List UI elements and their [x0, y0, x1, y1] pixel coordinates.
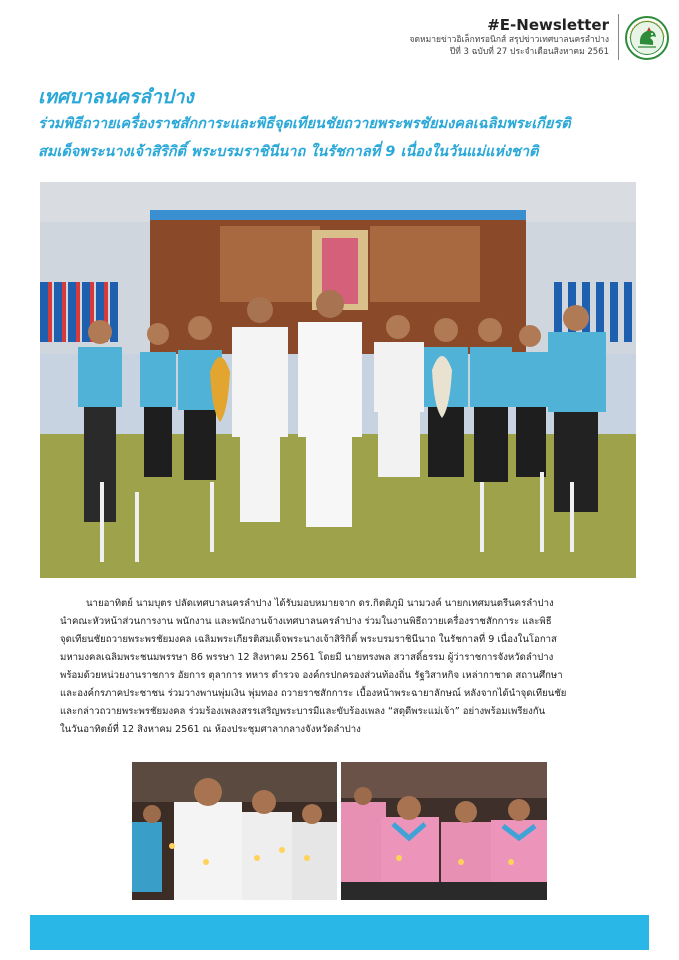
headline-line-1: ร่วมพิธีถวายเครื่องราชสักการะและพิธีจุดเทียนชัยถวายพระพรชัยมงคลเฉลิมพระเกียรติ: [38, 116, 571, 132]
body-line: นายอาทิตย์ นามบุตร ปลัดเทศบาลนครลำปาง ได้รับมอบหมายจาก ดร.กิตติภูมิ นามวงค์ นายกเทศมนตรีนครลำปาง: [86, 598, 554, 609]
candle-ceremony-photo-staff: [341, 762, 547, 900]
candle-ceremony-photo-officials: [132, 762, 337, 900]
body-line: นำคณะหัวหน้าส่วนการงาน พนักงาน และพนักงานจ้างเทศบาลนครลำปาง ร่วมในงานพิธีถวายเครื่องราชสักการะ และพิธี: [60, 616, 552, 627]
lampang-municipality-seal-icon: [625, 16, 669, 60]
header-divider: [618, 14, 619, 60]
body-line: และองค์กรภาคประชาชน ร่วมวางพานพุ่มเงิน พุ่มทอง ถวายราชสักการะ เบื้องหน้าพระฉายาลักษณ์ หลังจากได้นำจุดเทียนชัย: [60, 688, 567, 699]
article-body: [60, 595, 650, 739]
newsletter-title: #E-Newsletter: [487, 16, 609, 34]
main-group-photo: [40, 182, 636, 578]
newsletter-header: [410, 16, 609, 58]
body-line: และกล่าวถวายพระพรชัยมงคล ร่วมร้องเพลงสรรเสริญพระบารมีและขับร้องเพลง “สดุดีพระแม่เจ้า” อย่างพร้อมเพรียงกัน: [60, 706, 546, 717]
newsletter-subtitle: จดหมายข่าวอิเล็กทรอนิกส์ สรุปข่าวเทศบาลนครลำปาง: [409, 35, 609, 45]
body-line: มหามงคลเฉลิมพระชนมพรรษา 86 พรรษา 12 สิงหาคม 2561 โดยมี นายทรงพล สวาสดิ์ธรรม ผู้ว่าราชการจังหวัดลำปาง: [60, 652, 554, 663]
headline-org: เทศบาลนครลำปาง: [38, 86, 194, 108]
headline-line-2: สมเด็จพระนางเจ้าสิริกิติ์ พระบรมราชินีนาถ ในรัชกาลที่ 9 เนื่องในวันแม่แห่งชาติ: [38, 144, 539, 160]
body-line: จุดเทียนชัยถวายพระพรชัยมงคล เฉลิมพระเกียรติสมเด็จพระนางเจ้าสิริกิติ์ พระบรมราชินีนาถ ในรัชกาลที่ 9 เนื่องในโอกาส: [60, 634, 557, 645]
body-line: พร้อมด้วยหน่วยงานราชการ อัยการ ตุลาการ ทหาร ตำรวจ องค์กรปกครองส่วนท้องถิ่น รัฐวิสาหกิจ เหล่ากาชาด สถานศึกษา: [60, 670, 563, 681]
footer-bar: [30, 915, 649, 950]
body-line: ในวันอาทิตย์ที่ 12 สิงหาคม 2561 ณ ห้องประชุมศาลากลางจังหวัดลำปาง: [60, 724, 361, 735]
article-headline: [38, 84, 648, 166]
issue-info: ปีที่ 3 ฉบับที่ 27 ประจำเดือนสิงหาคม 2561: [449, 47, 609, 57]
